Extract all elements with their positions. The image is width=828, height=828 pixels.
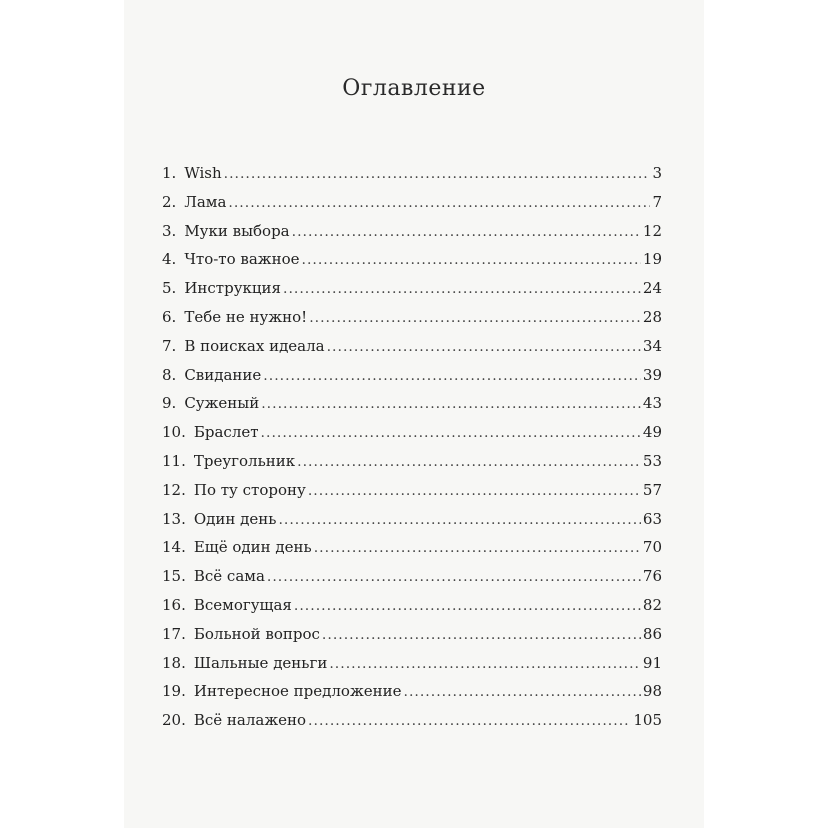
- toc-entry-number: 14.: [162, 538, 186, 557]
- toc-entry-title: Лама: [184, 192, 227, 211]
- dot-leader: [327, 339, 641, 355]
- toc-entry-title: Больной вопрос: [193, 624, 320, 643]
- toc-entry: [162, 682, 662, 711]
- toc-entry-title: Суженый: [184, 394, 260, 413]
- toc-entry-number: 6.: [162, 307, 177, 326]
- toc-entry: [162, 250, 662, 279]
- toc-entry: [162, 423, 662, 452]
- toc-entry-number: 3.: [162, 221, 177, 240]
- toc-entry-page: 39: [642, 365, 662, 384]
- dot-leader: [308, 483, 641, 499]
- toc-entry-page: 34: [642, 336, 662, 355]
- toc-entry-page: 91: [642, 653, 662, 672]
- toc-entry-title: По ту сторону: [193, 480, 306, 499]
- toc-entry-title: Тебе не нужно!: [184, 307, 308, 326]
- toc-entry-page: 7: [652, 192, 662, 211]
- toc-entry-number: 5.: [162, 279, 177, 298]
- toc-entry-number: 20.: [162, 711, 186, 730]
- toc-entry-page: 98: [642, 682, 662, 701]
- toc-entry-number: 13.: [162, 509, 186, 528]
- dot-leader: [302, 252, 641, 268]
- dot-leader: [278, 512, 640, 528]
- toc-entry-number: 11.: [162, 451, 186, 470]
- toc-entry-page: 76: [642, 567, 662, 586]
- toc-entry-number: 1.: [162, 164, 177, 182]
- toc-entry: [162, 394, 662, 423]
- toc-entry: [162, 337, 662, 366]
- dot-leader: [322, 627, 641, 643]
- dot-leader: [263, 368, 641, 384]
- toc-entry-number: 12.: [162, 480, 186, 499]
- dot-leader: [261, 396, 641, 412]
- toc-entry-page: 19: [642, 250, 662, 269]
- toc-entry-number: 8.: [162, 365, 177, 384]
- toc-entry: [162, 711, 662, 740]
- toc-entry-number: 9.: [162, 394, 177, 413]
- dot-leader: [308, 713, 631, 729]
- toc-entry-title: Браслет: [193, 423, 259, 442]
- dot-leader: [329, 656, 641, 672]
- toc-entry-title: Wish: [184, 164, 222, 182]
- toc-entry-page: 86: [642, 624, 662, 643]
- toc-entry: [162, 538, 662, 567]
- toc-entry-title: Ещё один день: [193, 538, 312, 557]
- toc-entry-title: Всемогущая: [193, 595, 292, 614]
- dot-leader: [294, 598, 641, 614]
- toc-entry-number: 15.: [162, 567, 186, 586]
- table-of-contents: [162, 164, 662, 740]
- toc-entry-title: Всё сама: [193, 567, 265, 586]
- toc-entry: [162, 164, 662, 193]
- toc-entry-title: Шальные деньги: [193, 653, 328, 672]
- toc-entry: [162, 481, 662, 510]
- toc-entry-title: Что-то важное: [184, 250, 300, 269]
- dot-leader: [267, 569, 641, 585]
- toc-entry-title: Всё налажено: [193, 711, 307, 730]
- toc-entry-page: 24: [642, 279, 662, 298]
- toc-entry-number: 16.: [162, 595, 186, 614]
- toc-entry-page: 49: [642, 423, 662, 442]
- dot-leader: [228, 195, 650, 211]
- toc-entry-page: 28: [642, 307, 662, 326]
- toc-entry: [162, 625, 662, 654]
- toc-entry-page: 70: [642, 538, 662, 557]
- toc-entry-page: 12: [642, 221, 662, 240]
- toc-entry: [162, 366, 662, 395]
- toc-entry-number: 7.: [162, 336, 177, 355]
- toc-entry: [162, 308, 662, 337]
- toc-entry: [162, 279, 662, 308]
- toc-entry-page: 3: [652, 164, 662, 182]
- toc-entry-number: 19.: [162, 682, 186, 701]
- dot-leader: [404, 684, 641, 700]
- toc-entry-title: Свидание: [184, 365, 262, 384]
- toc-entry: [162, 222, 662, 251]
- toc-entry-page: 82: [642, 595, 662, 614]
- toc-entry-title: Инструкция: [184, 279, 281, 298]
- toc-entry: [162, 654, 662, 683]
- toc-entry: [162, 193, 662, 222]
- toc-entry-title: Один день: [193, 509, 277, 528]
- dot-leader: [261, 425, 641, 441]
- toc-entry-page: 105: [633, 711, 662, 730]
- dot-leader: [314, 540, 641, 556]
- toc-entry-title: Треугольник: [193, 451, 296, 470]
- toc-entry-number: 10.: [162, 423, 186, 442]
- toc-entry: [162, 596, 662, 625]
- toc-entry-number: 4.: [162, 250, 177, 269]
- book-page: [124, 0, 704, 828]
- toc-entry-title: В поисках идеала: [184, 336, 325, 355]
- dot-leader: [297, 454, 641, 470]
- dot-leader: [283, 281, 641, 297]
- toc-entry-page: 57: [642, 480, 662, 499]
- dot-leader: [309, 310, 641, 326]
- toc-entry: [162, 567, 662, 596]
- dot-leader: [224, 166, 651, 182]
- toc-entry-number: 17.: [162, 624, 186, 643]
- toc-entry-title: Муки выбора: [184, 221, 290, 240]
- toc-entry: [162, 510, 662, 539]
- toc-entry-page: 53: [642, 451, 662, 470]
- toc-entry-title: Интересное предложение: [193, 682, 402, 701]
- toc-entry-number: 2.: [162, 192, 177, 211]
- toc-entry: [162, 452, 662, 481]
- page-title: Оглавление: [342, 76, 486, 101]
- toc-entry-page: 43: [642, 394, 662, 413]
- dot-leader: [292, 224, 641, 240]
- toc-entry-page: 63: [642, 509, 662, 528]
- toc-entry-number: 18.: [162, 653, 186, 672]
